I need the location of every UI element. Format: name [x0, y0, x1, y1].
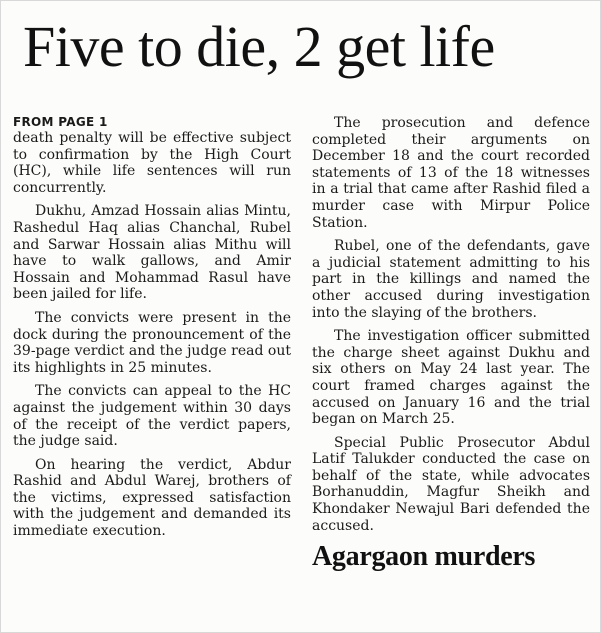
left-column	[13, 115, 291, 547]
headline: Five to die, 2 get life	[23, 14, 495, 79]
article-paragraph: The prosecution and defence completed their arguments on December 18 and the court recorded statements of 13 of the 18 witnesses in a trial that came after Rashid filed a murder case with Mirpur Police Station.	[312, 115, 590, 231]
article-paragraph: Special Public Prosecutor Abdul Latif Talukder conducted the case on behalf of the state, while advocates Borhanuddin, Magfur Sheikh and Khondaker Newajul Bari defended the accused.	[312, 434, 590, 534]
section-label: Agargaon murders	[312, 541, 536, 573]
right-column	[312, 115, 590, 572]
article-paragraph: The convicts were present in the dock during the pronouncement of the 39-page verdict and the judge read out its highlights in 25 minutes.	[13, 309, 291, 376]
continuation-kicker: FROM PAGE 1	[13, 115, 108, 129]
article-paragraph: On hearing the verdict, Abdur Rashid and Abdul Warej, brothers of the victims, expressed satisfaction with the judgement and demanded its immediate execution.	[13, 456, 291, 540]
article-paragraph: Dukhu, Amzad Hossain alias Mintu, Rashedul Haq alias Chanchal, Rubel and Sarwar Hossain alias Mithu will have to walk gallows, and Amir Hossain and Mohammad Rasul have been jailed for life.	[13, 203, 291, 303]
article-paragraph: Rubel, one of the defendants, gave a judicial statement admitting to his part in the killings and named the other accused during investigation into the slaying of the brothers.	[312, 238, 590, 321]
article-paragraph: The investigation officer submitted the charge sheet against Dukhu and six others on May 24 last year. The court framed charges against the accused on January 16 and the trial began on March 25.	[312, 328, 590, 428]
article-paragraph: death penalty will be effective subject to confirmation by the High Court (HC), while life sentences will run concurrently.	[13, 130, 291, 196]
article-paragraph: The convicts can appeal to the HC against the judgement within 30 days of the receipt of the verdict papers, the judge said.	[13, 383, 291, 450]
